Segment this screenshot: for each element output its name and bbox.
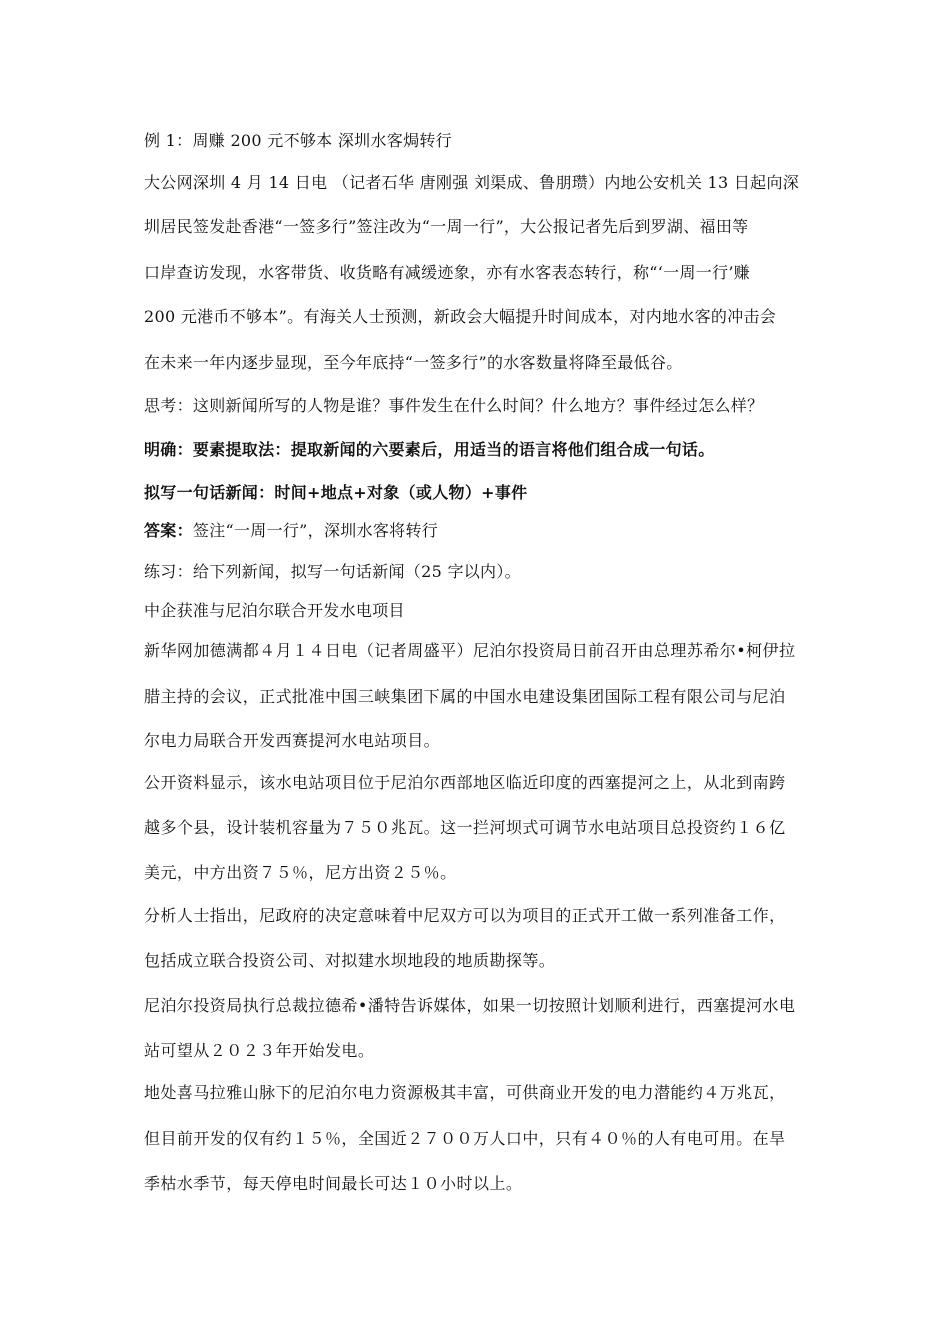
formula-text: 拟写一句话新闻：时间+地点+对象（或人物）+事件: [144, 483, 528, 502]
news-line: 200 元港币不够本”。有海关人士预测，新政会大幅提升时间成本，对内地水客的冲击会: [144, 307, 777, 326]
example-title: 例 1：周赚 200 元不够本 深圳水客焗转行: [144, 131, 452, 150]
paragraph-line: 公开资料显示，该水电站项目位于尼泊尔西部地区临近印度的西塞提河之上，从北到南跨: [144, 773, 786, 792]
practice-instruction: 练习：给下列新闻，拟写一句话新闻（25 字以内）。: [144, 562, 521, 581]
paragraph-line: 尼泊尔投资局执行总裁拉德希•潘特告诉媒体，如果一切按照计划顺利进行，西塞提河水电: [144, 996, 796, 1015]
paragraph-line: 季枯水季节，每天停电时间最长可达１０小时以上。: [144, 1174, 523, 1193]
paragraph-line: 包括成立联合投资公司、对拟建水坝地段的地质勘探等。: [144, 951, 556, 970]
paragraph-line: 美元，中方出资７５％，尼方出资２５％。: [144, 863, 457, 882]
paragraph-line: 站可望从２０２３年开始发电。: [144, 1041, 375, 1060]
paragraph-line: 新华网加德满都４月１４日电（记者周盛平）尼泊尔投资局日前召开由总理苏希尔•柯伊拉: [144, 641, 796, 660]
paragraph-line: 但目前开发的仅有约１５％，全国近２７００万人口中，只有４０％的人有电可用。在旱: [144, 1129, 786, 1148]
answer-line: [144, 520, 814, 542]
answer-text: 签注“一周一行”，深圳水客将转行: [192, 521, 439, 540]
news-line: 口岸查访发现，水客带货、收货略有减缓迹象，亦有水客表态转行，称“‘一周一行’赚: [144, 263, 751, 282]
news-line: 在未来一年内逐步显现，至今年底持“一签多行”的水客数量将降至最低谷。: [144, 353, 683, 372]
practice-title: 中企获准与尼泊尔联合开发水电项目: [144, 601, 405, 620]
question-text: 思考：这则新闻所写的人物是谁？事件发生在什么时间？什么地方？事件经过怎么样？: [144, 396, 764, 415]
paragraph-line: 尔电力局联合开发西赛提河水电站项目。: [144, 731, 441, 750]
paragraph-line: 越多个县，设计装机容量为７５０兆瓦。这一拦河坝式可调节水电站项目总投资约１６亿: [144, 818, 786, 837]
news-line: 圳居民签发赴香港“一签多行”签注改为“一周一行”，大公报记者先后到罗湖、福田等: [144, 217, 749, 236]
paragraph-line: 分析人士指出，尼政府的决定意味着中尼双方可以为项目的正式开工做一系列准备工作，: [144, 906, 786, 925]
answer-label: 答案：: [144, 521, 193, 540]
paragraph-line: 地处喜马拉雅山脉下的尼泊尔电力资源极其丰富，可供商业开发的电力潜能约４万兆瓦，: [144, 1083, 786, 1102]
clarify-text: 明确：要素提取法：提取新闻的六要素后，用适当的语言将他们组合成一句话。: [144, 440, 715, 459]
news-line: 大公网深圳 4 月 14 日电 （记者石华 唐刚强 刘渠成、鲁朋瓒）内地公安机关 13 日起向深: [144, 173, 800, 192]
paragraph-line: 腊主持的会议，正式批准中国三峡集团下属的中国水电建设集团国际工程有限公司与尼泊: [144, 687, 786, 706]
